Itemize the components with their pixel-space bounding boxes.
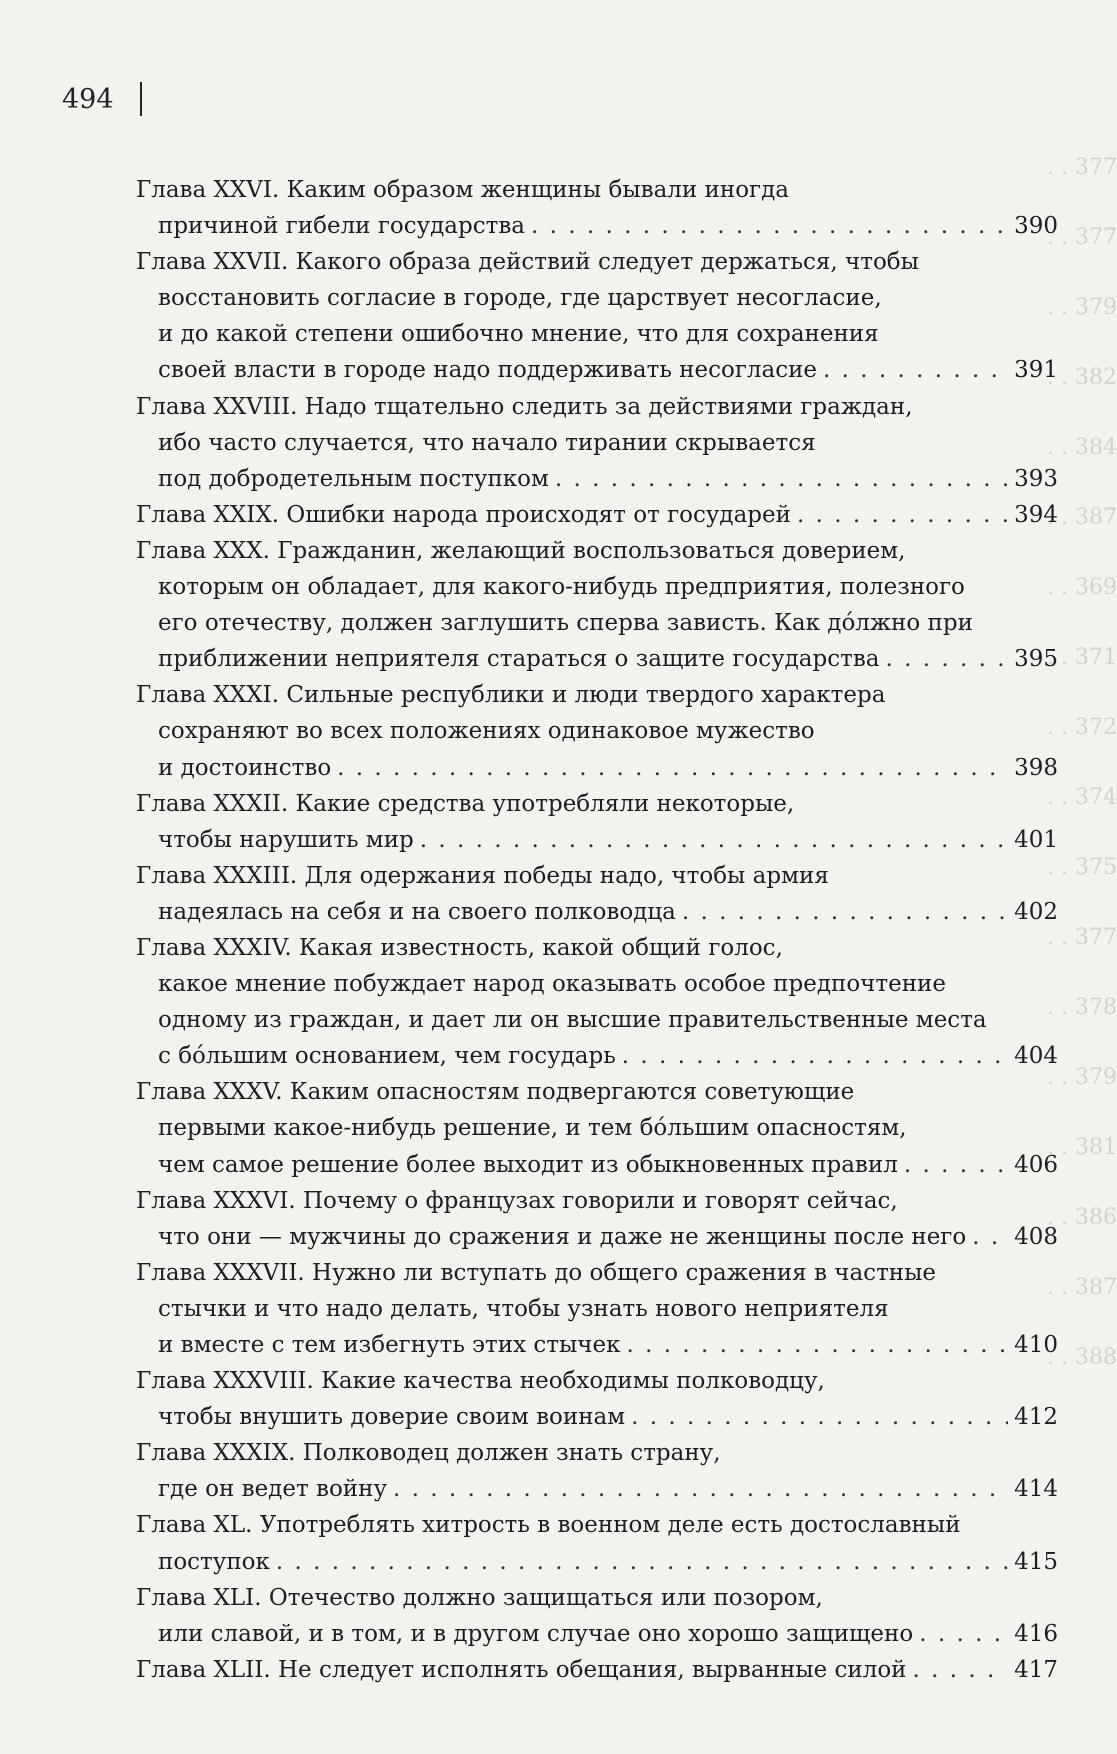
dot-leader [531,208,1008,244]
toc-entry-line: Глава XXXVII. Нужно ли вступать до общего сражения в частные [136,1259,937,1286]
toc-entry-text: Глава XLII. Не следует исполнять обещания, вырванные силой [136,1656,907,1683]
toc-entry[interactable] [136,1580,1058,1652]
toc-entry-text: поступок [158,1548,270,1575]
toc-entry[interactable] [136,1435,1058,1507]
toc-entry-line [136,1219,1058,1255]
table-of-contents [136,172,1058,1688]
toc-entry-line: Глава XXXV. Каким опасностям подвергаются советующие [136,1079,855,1106]
toc-page-number: 410 [1014,1332,1058,1358]
toc-entry[interactable] [136,172,1058,244]
toc-entry-text: чтобы внушить доверие своим воинам [158,1404,626,1431]
toc-entry-line: которым он обладает, для какого-нибудь предприятия, полезного [158,574,965,601]
toc-entry-line: Глава XXXVI. Почему о французах говорили и говорят сейчас, [136,1187,898,1214]
toc-page-number: 417 [1014,1656,1058,1683]
toc-entry-text: с бо́льшим основанием, чем государь [158,1043,616,1070]
dot-leader [393,1471,1008,1507]
toc-entry-line [136,1544,1058,1580]
toc-entry[interactable] [136,786,1058,858]
toc-entry-text: надеялась на себя и на своего полководца [158,898,676,925]
toc-entry-line: Глава XL. Употреблять хитрость в военном деле есть достославный [136,1512,961,1539]
toc-entry-line [136,1652,1058,1688]
toc-entry-text: Глава XXIX. Ошибки народа происходят от государей [136,501,791,528]
toc-entry-text: чтобы нарушить мир [158,826,414,853]
toc-page-number: 415 [1014,1548,1058,1575]
dot-leader [622,1038,1008,1074]
toc-entry-line: ибо часто случается, что начало тирании скрывается [158,429,816,456]
toc-page-number: 416 [1014,1620,1058,1647]
toc-entry-line [136,1147,1058,1183]
header-divider [140,82,142,116]
toc-entry-line [136,1038,1058,1074]
toc-entry[interactable] [136,389,1058,497]
toc-entry-text: где он ведет войну [158,1476,387,1503]
toc-entry-text: что они — мужчины до сражения и даже не женщины после него [158,1223,967,1250]
toc-entry-line: его отечеству, должен заглушить сперва зависть. Как до́лжно при [158,610,973,637]
toc-entry-line: стычки и что надо делать, чтобы узнать нового неприятеля [158,1295,889,1322]
toc-entry-line [136,352,1058,388]
toc-entry-line [136,1471,1058,1507]
toc-entry-text: и вместе с тем избегнуть этих стычек [158,1332,621,1358]
toc-page-number: 401 [1014,826,1058,853]
toc-entry[interactable] [136,497,1058,533]
dot-leader [682,894,1008,930]
toc-page-number: 406 [1014,1151,1058,1178]
page-number: 494 [62,83,114,115]
toc-entry-line: Глава XXXIX. Полководец должен знать страну, [136,1440,721,1467]
dot-leader [919,1616,1008,1652]
toc-entry-line [136,497,1058,533]
dot-leader [631,1399,1008,1435]
toc-entry-text: под добродетельным поступком [158,465,549,492]
toc-entry[interactable] [136,1255,1058,1363]
toc-page-number: 393 [1014,465,1058,492]
toc-page-number: 404 [1014,1043,1058,1070]
dot-leader [276,1544,1008,1580]
toc-entry-line: какое мнение побуждает народ оказывать особое предпочтение [158,971,946,998]
toc-entry-line: Глава XXXIV. Какая известность, какой общий голос, [136,934,783,961]
dot-leader [626,1327,1008,1363]
toc-entry-line [136,461,1058,497]
toc-entry-text: своей власти в городе надо поддерживать несогласие [158,357,818,384]
toc-page-number: 408 [1014,1223,1058,1250]
toc-entry[interactable] [136,1363,1058,1435]
toc-page-number: 390 [1014,213,1058,240]
toc-page-number: 394 [1014,501,1058,528]
dot-leader [420,822,1008,858]
page-header [62,82,142,116]
toc-entry[interactable] [136,930,1058,1074]
dot-leader [972,1219,1008,1255]
toc-page-number: 412 [1014,1404,1058,1431]
toc-entry-line [136,750,1058,786]
toc-entry-line [136,641,1058,677]
toc-entry[interactable] [136,1074,1058,1182]
toc-entry-line: Глава XXVIII. Надо тщательно следить за действиями граждан, [136,393,913,420]
dot-leader [886,641,1009,677]
toc-page-number: 398 [1014,754,1058,781]
toc-page-number: 414 [1014,1476,1058,1503]
toc-entry-line [136,894,1058,930]
toc-entry-text: причиной гибели государства [158,213,526,240]
bleed-through-text: . . 377 . . 377 . . 379 . . 382 . . 384 . . 387 . . 369 . . 371 . . 372 . . 374 . . 375 . . 377 . . 378 . . 379 . . 381 . . 386 . . 387 . . 388 [1047,155,1117,1370]
toc-entry-line: Глава XXXIII. Для одержания победы надо, чтобы армия [136,862,829,889]
dot-leader [913,1652,1009,1688]
toc-entry-line [136,822,1058,858]
toc-entry-line [136,1399,1058,1435]
toc-entry-text: приближении неприятеля стараться о защите государства [158,646,880,673]
toc-entry-line: Глава XXVI. Каким образом женщины бывали иногда [136,177,789,203]
toc-entry-line: Глава XXXVIII. Какие качества необходимы полководцу, [136,1368,825,1395]
toc-entry[interactable] [136,533,1058,677]
toc-entry-line: и до какой степени ошибочно мнение, что для сохранения [158,321,879,348]
dot-leader [797,497,1008,533]
toc-entry-text: или славой, и в том, и в другом случае оно хорошо защищено [158,1620,914,1647]
dot-leader [337,750,1008,786]
toc-entry[interactable] [136,244,1058,388]
toc-entry-line: Глава XXXI. Сильные республики и люди твердого характера [136,682,886,709]
dot-leader [904,1147,1008,1183]
toc-page-number: 391 [1014,357,1058,384]
toc-entry[interactable] [136,1507,1058,1579]
toc-entry-line: Глава XXX. Гражданин, желающий воспользоваться доверием, [136,537,906,564]
toc-entry-line [136,1327,1058,1363]
toc-entry-line: первыми какое-нибудь решение, и тем бо́льшим опасностям, [158,1115,907,1142]
toc-entry[interactable] [136,1183,1058,1255]
toc-entry[interactable] [136,677,1058,785]
toc-entry-text: и достоинство [158,754,332,781]
toc-entry-line: Глава XXVII. Какого образа действий следует держаться, чтобы [136,249,919,276]
toc-entry-line: Глава XXXII. Какие средства употребляли некоторые, [136,790,795,817]
toc-entry[interactable] [136,858,1058,930]
dot-leader [555,461,1008,497]
toc-entry-text: чем самое решение более выходит из обыкновенных правил [158,1151,898,1178]
toc-page-number: 395 [1014,646,1058,673]
toc-entry-line [136,1616,1058,1652]
toc-entry[interactable] [136,1652,1058,1688]
toc-entry-line [136,208,1058,244]
toc-page-number: 402 [1014,898,1058,925]
toc-entry-line: восстановить согласие в городе, где царствует несогласие, [158,285,882,312]
toc-entry-line: Глава XLI. Отечество должно защищаться или позором, [136,1584,823,1611]
toc-entry-line: сохраняют во всех положениях одинаковое мужество [158,718,815,745]
dot-leader [823,352,1008,388]
toc-entry-line: одному из граждан, и дает ли он высшие правительственные места [158,1007,987,1034]
